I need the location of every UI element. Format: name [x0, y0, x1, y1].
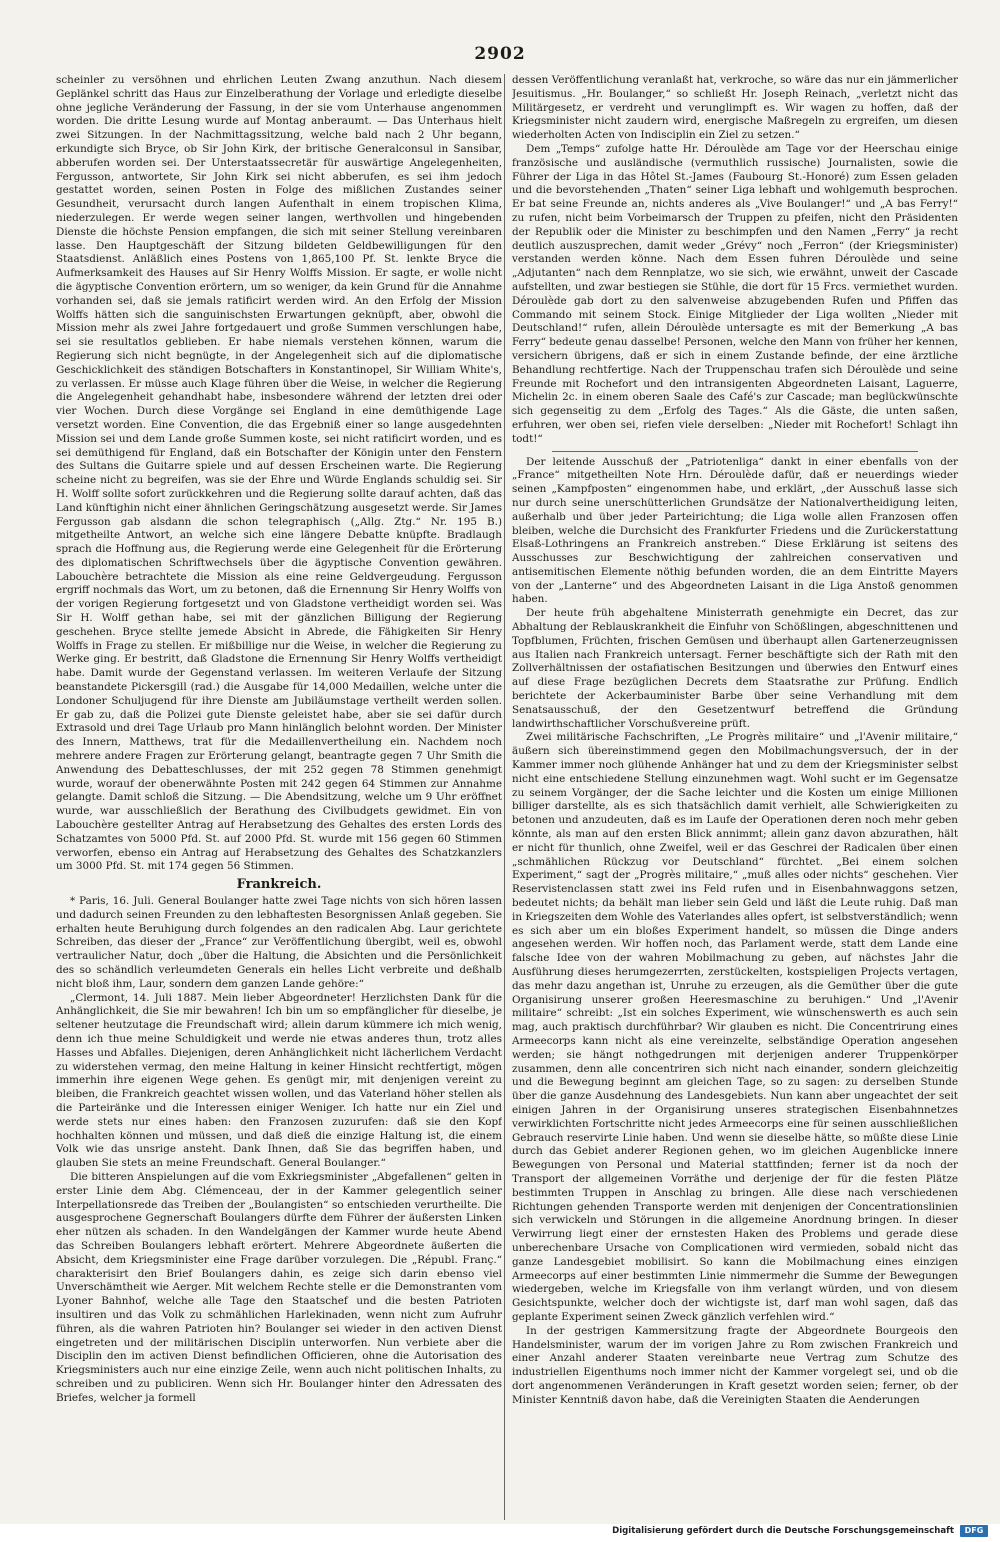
- paragraph: scheinler zu versöhnen und ehrlichen Leuten Zwang anzuthun. Nach diesem Geplänkel schritt das Haus zur Einzelberathung der Vorlage und erledigte dieselbe ohne jegliche Veränderung der Fassung, in der sie vom Unterhause angenommen worden. Die dritte Lesung wurde auf Montag anberaumt. — Das Unterhaus hielt zwei Sitzungen. In der Nachmittagssitzung, welche bald nach 2 Uhr begann, erkundigte sich Bryce, ob Sir John Kirk, der britische Generalconsul in Sansibar, abberufen worden sei. Der Unterstaatssecretär für auswärtige Angelegenheiten, Fergusson, antwortete, Sir John Kirk sei nicht abberufen, es sei ihm jedoch gestattet worden, seinen Posten in Folge des mißlichen Zustandes seiner Gesundheit, verursacht durch langen Aufenthalt in einem tropischen Klima, niederzulegen. Er werde wegen seiner langen, werthvollen und hingebenden Dienste die höchste Pension empfangen, die sich mit seiner Stellung vereinbaren lasse. Den Hauptgeschäft der Sitzung bildeten Geldbewilligungen für den Staatsdienst. Anläßlich eines Postens von 1,865,100 Pf. St. lenkte Bryce die Aufmerksamkeit des Hauses auf Sir Henry Wolffs Mission. Er sagte, er wolle nicht die ägyptische Convention erörtern, um so weniger, da kein Grund für die Annahme vorhanden sei, daß sie jemals ratificirt werden wird. An den Erfolg der Mission Wolffs hätten sich die sanguinischsten Erwartungen geknüpft, aber, obwohl die Mission mehr als zwei Jahre fortgedauert und große Summen verschlungen habe, sei sie resultatlos geblieben. Er habe niemals verstehen können, warum die Regierung sich nicht begnügte, in der Angelegenheit sich auf die diplomatische Geschicklichkeit des ständigen Botschafters in Konstantinopel, Sir William White's, zu verlassen. Er müsse auch Klage führen über die Weise, in welcher die Regierung die Angelegenheit gehandhabt habe, insbesondere während der letzten drei oder vier Wochen. Durch diese Vorgänge sei England in eine demüthigende Lage versetzt worden. Eine Convention, die das Ergebniß einer so lange ausgedehnten Mission sei und dem Lande große Summen koste, sei nicht ratificirt worden, und es sei demüthigend für England, daß ein Botschafter der Königin unter den Fenstern des Sultans die Guitarre spiele und auf dessen Erscheinen warte. Die Regierung scheine nicht zu begreifen, was sie der Ehre und Würde Englands schuldig sei. Sir H. Wolff sollte sofort zurückkehren und die Regierung sollte darauf achten, daß das Land künftighin nicht einer ähnlichen Geringschätzung ausgesetzt werde. Sir James Fergusson gab alsdann die schon telegraphisch („Allg. Ztg.“ Nr. 195 B.) mitgetheilte Antwort, an welche sich eine längere Debatte knüpfte. Bradlaugh sprach die Hoffnung aus, die Regierung werde eine Gelegenheit für die Erörterung des diplomatischen Schriftwechsels über die ägyptische Convention gewähren. Labouchère betrachtete die Mission als eine reine Geldvergeudung. Fergusson ergriff nochmals das Wort, um zu betonen, daß die Ernennung Sir Henry Wolffs von der vorigen Regierung fortgesetzt und von Gladstone vertheidigt worden sei. Was Sir H. Wolff gethan habe, sei mit der gänzlichen Billigung der Regierung geschehen. Bryce stellte jemede Absicht in Abrede, die Fähigkeiten Sir Henry Wolffs in Frage zu stellen. Er mißbillige nur die Weise, in welcher die Regierung zu Werke ging. Er bestritt, daß Gladstone die Ernennung Sir Henry Wolffs vertheidigt habe. Damit wurde der Gegenstand verlassen. Im weiteren Verlaufe der Sitzung beanstandete Pickersgill (rad.) die Ausgabe für 14,000 Medaillen, welche unter die Londoner Schuljugend für ihre Dienste am Jubiläumstage vertheilt werden sollen. Er gab zu, daß die Polizei gute Dienste geleistet habe, aber sie sei dafür durch Extrasold und drei Tage Urlaub pro Mann hinlänglich belohnt worden. Der Minister des Innern, Matthews, trat für die Medaillenvertheilung ein. Nachdem noch mehrere andere Fragen zur Erörterung gelangt, beantragte gegen 7 Uhr Smith die Anwendung des Debatteschlusses, der mit 252 gegen 78 Stimmen genehmigt wurde, worauf der obenerwähnte Posten mit 242 gegen 64 Stimmen zur Annahme gelangte. Damit schloß die Sitzung. — Die Abendsitzung, welche um 9 Uhr eröffnet wurde, war ausschließlich der Berathung des Civilbudgets gewidmet. Ein von Labouchère gestellter Antrag auf Herabsetzung des Gehaltes des ersten Lords des Schatzamtes von 5000 Pfd. St. auf 2000 Pfd. St. wurde mit 156 gegen 60 Stimmen verworfen, ebenso ein Antrag auf Herabsetzung des Gehaltes des Schatzkanzlers um 3000 Pfd. St. mit 174 gegen 56 Stimmen.: [56, 74, 502, 873]
- paragraph: Die bitteren Anspielungen auf die vom Exkriegsminister „Abgefallenen“ gelten in erster Linie dem Abg. Clémenceau, der in der Kammer gelegentlich seiner Interpellationsrede das Treiben der „Boulangisten“ so entschieden verurtheilte. Die ausgesprochene Gegnerschaft Boulangers dürfte dem Führer der äußersten Linken eher nützen als schaden. In den Wandelgängen der Kammer wurde heute Abend das Schreiben Boulangers lebhaft erörtert. Mehrere Abgeordnete äußerten die Absicht, dem Kriegsminister eine Frage darüber vorzulegen. Die „Républ. Franç.“ charakterisirt den Brief Boulangers dahin, es zeige sich darin ebenso viel Unverschämtheit wie Aerger. Mit welchem Rechte stelle er die Demonstranten vom Lyoner Bahnhof, welche alle Tage den Staatschef und die besten Patrioten insultiren und das Volk zu schmählichen Harlekinaden, wenn nicht zum Aufruhr führen, als die wahren Patrioten hin? Boulanger sei wieder in den activen Dienst eingetreten und der militärischen Disciplin unterworfen. Nun verbiete aber die Disciplin den im activen Dienst befindlichen Officieren, ohne die Autorisation des Kriegsministers auch nur eine einzige Zeile, wenn auch nicht politischen Inhalts, zu schreiben und zu publiciren. Wenn sich Hr. Boulanger hinter den Adressaten des Briefes, welcher ja formell: [56, 1170, 502, 1404]
- quoted-letter: [56, 992, 502, 1171]
- divider: [552, 451, 918, 452]
- funding-credit: Digitalisierung gefördert durch die Deutsche Forschungsgemeinschaft: [612, 1526, 954, 1536]
- right-column: [512, 74, 958, 1520]
- paragraph: Der leitende Ausschuß der „Patriotenliga“ dankt in einer ebenfalls von der „France“ mitgetheilten Note Hrn. Déroulède dafür, daß er neuerdings wieder seinen „Kampfposten“ eingenommen habe, und erklärt, „der Ausschuß lasse sich nur durch seine unerschütterlichen Grundsätze der Nationalvertheidigung leiten, außerhalb und über jeder Parteirichtung; die Liga wolle allen Franzosen offen bleiben, welche die Durchsicht des Frankfurter Friedens und die Zurückerstattung Elsaß-Lothringens an Frankreich anstreben.“ Diese Erklärung ist seitens des Ausschusses zur Beschwichtigung der zahlreichen conservativen und antisemitischen Elemente nöthig befunden worden, die an dem Eintritte Mayers von der „Lanterne“ und des Abgeordneten Laisant in die Liga Anstoß genommen haben.: [512, 455, 958, 606]
- paragraph: Der heute früh abgehaltene Ministerrath genehmigte ein Decret, das zur Abhaltung der Reblauskrankheit die Einfuhr von Schößlingen, abgeschnittenen und Topfblumen, Früchten, frischen Gemüsen und überhaupt allen Gartenerzeugnissen aus Italien nach Frankreich untersagt. Ferner beschäftigte sich der Rath mit den Zollverhältnissen der ostafiatischen Besitzungen und überwies den Entwurf eines auf diese Frage bezüglichen Decrets dem Staatsrathe zur Prüfung. Endlich berichtete der Ackerbauminister Barbe über seine Verhandlung mit dem Senatsausschuß, der den Gesetzentwurf betreffend die Gründung landwirthschaftlicher Vorschußvereine prüft.: [512, 607, 958, 730]
- page-number: 2902: [474, 44, 526, 64]
- paragraph: In der gestrigen Kammersitzung fragte der Abgeordnete Bourgeois den Handelsminister, warum der im vorigen Jahre zu Rom zwischen Frankreich und einer Anzahl anderer Staaten vereinbarte neue Vertrag zum Schutze des industriellen Eigenthums noch immer nicht der Kammer vorgelegt sei, und ob die dort angenommenen Veränderungen in Kraft gesetzt worden seien; ferner, ob der Minister Kenntniß davon habe, daß die Vereinigten Staaten die Aenderungen: [512, 1324, 958, 1406]
- paragraph: Zwei militärische Fachschriften, „Le Progrès militaire“ und „l'Avenir militaire,“ äußern sich übereinstimmend gegen den Mobilmachungsversuch, der in der Kammer immer noch glühende Anhänger hat und zu dem der Kriegsminister selbst nicht eine entschiedene Stellung einzunehmen wagt. Wohl sucht er im Gegensatze zu seinem Vorgänger, der die Sache leichter und die Kosten um einige Millionen billiger darstellte, als es sich thatsächlich damit verhielt, alle Schwierigkeiten zu betonen und anzudeuten, daß es im Laufe der Operationen deren noch mehr geben könnte, als man auf den ersten Blick annimmt; allein ganz davon abzurathen, hält er nicht für thunlich, ohne Zweifel, weil er das Geschrei der Radicalen über einen „schmählichen Rückzug vor Deutschland“ fürchtet. „Bei einem solchen Experiment,“ sagt der „Progrès militaire,“ „muß alles oder nichts“ geschehen. Vier Reservistenclassen statt zwei ins Feld rufen und in Eisenbahnwaggons setzen, bedeutet nichts; da behält man lieber sein Geld und läßt die Leute ruhig. Daß man in Kriegszeiten dem Wohle des Vaterlandes alles opfert, ist selbstverständlich; wenn es sich aber um ein bloßes Experiment handelt, so müssen die Dinge anders angesehen werden. Wir hoffen noch, das Parlament werde, statt dem Lande eine falsche Idee von der wahren Mobilmachung zu geben, auf nächstes Jahr die Ausführung dieses herumgezerrten, zerstückelten, kostspieligen Projects vertagen, das mehr dazu angethan ist, Unruhe zu erzeugen, als die Gemüther über die gute Organisirung unserer großen Heeresmaschine zu beruhigen.“ Und „l'Avenir militaire“ schreibt: „Ist ein solches Experiment, wie wünschenswerth es auch sein mag, auch praktisch durchführbar? Wir glauben es nicht. Die Concentrirung eines Armeecorps kann nicht als eine vereinzelte, selbständige Operation angesehen werden; sie hängt nothgedrungen mit derjenigen anderer Truppenkörper zusammen, denn alle concentriren sich nicht nach einander, sondern gleichzeitig und die Bewegung beginnt am gleichen Tage, so zu sagen: zu derselben Stunde über die ganze Ausdehnung des Landesgebiets. Nun kann aber ungeachtet der seit einigen Jahren in der Organisirung unseres strategischen Eisenbahnnetzes verwirklichten Fortschritte nicht jedes Armeecorps eine für seinen ausschließlichen Gebrauch reservirte Linie haben. Und wenn sie dieselbe hätte, so müßte diese Linie durch das Gebiet anderer Regionen gehen, wo im gleichen Augenblicke innere Bewegungen von Personal und Material stattfinden; ferner ist da noch der Transport der allgemeinen Vorräthe und derjenige der für die festen Plätze bestimmten Truppen in Anschlag zu bringen. Alle diese nach verschiedenen Richtungen gehenden Transporte werden mit denjenigen der Concentrationslinien sich verwickeln und Störungen in die allgemeine Anordnung bringen. In dieser Verwirrung liegt einer der ernstesten Haken des Problems und gerade diese unberechenbare Ursache von Complicationen wird vermieden, sobald nicht das ganze Landesgebiet mobilisirt. So kann die Mobilmachung eines einzigen Armeecorps auf einer bestimmten Linie nimmermehr die Summe der Bewegungen wiedergeben, welche im Kriegsfalle von ihm verlangt würden, und von diesem Gesichtspunkte, welcher doch der wichtigste ist, darf man wohl sagen, daß das geplante Experiment seinen Zweck gänzlich verfehlen wird.“: [512, 731, 958, 1323]
- dfg-logo: DFG: [960, 1525, 988, 1537]
- paragraph: Dem „Temps“ zufolge hatte Hr. Déroulède am Tage vor der Heerschau einige französische und ausländische (vermuthlich russische) Journalisten, sowie die Führer der Liga in das Hôtel St.-James (Faubourg St.-Honoré) zum Essen geladen und die bevorstehenden „Thaten“ seiner Liga lebhaft und wohlgemuth besprochen. Er bat seine Freunde an, nichts anderes als „Vive Boulanger!“ und „A bas Ferry!“ zu rufen, nicht beim Vorbeimarsch der Truppen zu pfeifen, nicht den Präsidenten der Republik oder die Minister zu beschimpfen und den Namen „Ferry“ ja recht deutlich auszusprechen, damit weder „Grévy“ noch „Ferron“ (der Kriegsminister) verstanden werden könne. Nach dem Essen fuhren Déroulède und seine „Adjutanten“ nach dem Rennplatze, wo sie sich, wie erwähnt, unweit der Cascade aufstellten, und zwar bestiegen sie Stühle, die dort für 15 Frcs. vermiethet wurden. Déroulède gab dort zu den salvenweise abzugebenden Rufen und Pfiffen das Commando mit seinem Stock. Einige Mitglieder der Liga wollten „Nieder mit Deutschland!“ rufen, allein Déroulède untersagte es mit der Bemerkung „A bas Ferry“ bedeute genau dasselbe! Personen, welche den Mann von früher her kennen, versichern übrigens, daß er sich in einem Zustande befinde, der eine ärztliche Behandlung rechtfertige. Nach der Truppenschau trafen sich Déroulède und seine Freunde mit Rochefort und den intransigenten Abgeordneten Laisant, Laguerre, Michelin 2c. in einem oberen Saale des Café's zur Cascade; man beglückwünschte sich gegenseitig zu dem „Erfolg des Tages.“ Als die Gäste, die unten saßen, erfuhren, wer oben sei, riefen viele derselben: „Nieder mit Rochefort! Schlagt ihn todt!“: [512, 142, 958, 445]
- column-divider: [504, 74, 505, 1520]
- paragraph: dessen Veröffentlichung veranlaßt hat, verkroche, so wäre das nur ein jämmerlicher Jesuitismus. „Hr. Boulanger,“ so schließt Hr. Joseph Reinach, „verletzt nicht das Militärgesetz, er verdreht und verunglimpft es. Wir wagen zu hoffen, daß der Kriegsminister nicht zaudern wird, energische Maßregeln zu ergreifen, um diesen wiederholten Acten von Indisciplin ein Ziel zu setzen.“: [512, 74, 958, 142]
- left-column: [56, 74, 502, 1520]
- paragraph: * Paris, 16. Juli. General Boulanger hatte zwei Tage nichts von sich hören lassen und dadurch seinen Freunden zu den lebhaftesten Besorgnissen Anlaß gegeben. Sie erhalten heute Beruhigung durch folgendes an den radicalen Abg. Laur gerichtete Schreiben, das dieser der „France“ zur Veröffentlichung übergibt, weil es, obwohl vertraulicher Natur, doch „über die Haltung, die Absichten und die Persönlichkeit des so schändlich verleumdeten Generals ein helles Licht verbreite und deßhalb nicht bloß ihm, Laur, sondern dem ganzen Lande gehöre:“: [56, 895, 502, 990]
- section-heading: Frankreich.: [236, 877, 322, 893]
- paragraph: „Clermont, 14. Juli 1887. Mein lieber Abgeordneter! Herzlichsten Dank für die Anhänglichkeit, die Sie mir bewahren! Ich bin um so empfänglicher für dieselbe, je seltener heutzutage die Freundschaft wird; allein darum kümmere ich mich wenig, denn ich thue meine Schuldigkeit und werde nie etwas anderes thun, trotz alles Hasses und Abfalles. Diejenigen, deren Anhänglichkeit nicht lächerlichem Verdacht zu widerstehen vermag, den meine Haltung in keiner Hinsicht rechtfertigt, mögen immerhin ihre eigenen Wege gehen. Es genügt mir, mit denjenigen vereint zu bleiben, die Frankreich geachtet wissen wollen, und das Vaterland höher stellen als die Parteiränke und die Interessen einiger Weniger. Ich hatte nur ein Ziel und werde stets nur eines haben: den Franzosen zuzurufen: daß sie den Kopf hochhalten können und müssen, und daß dieß die einzige Haltung ist, die einem Volk wie das unsrige ansteht. Dank Ihnen, daß Sie das begriffen haben, und glauben Sie stets an meine Freundschaft. General Boulanger.“: [56, 991, 502, 1170]
